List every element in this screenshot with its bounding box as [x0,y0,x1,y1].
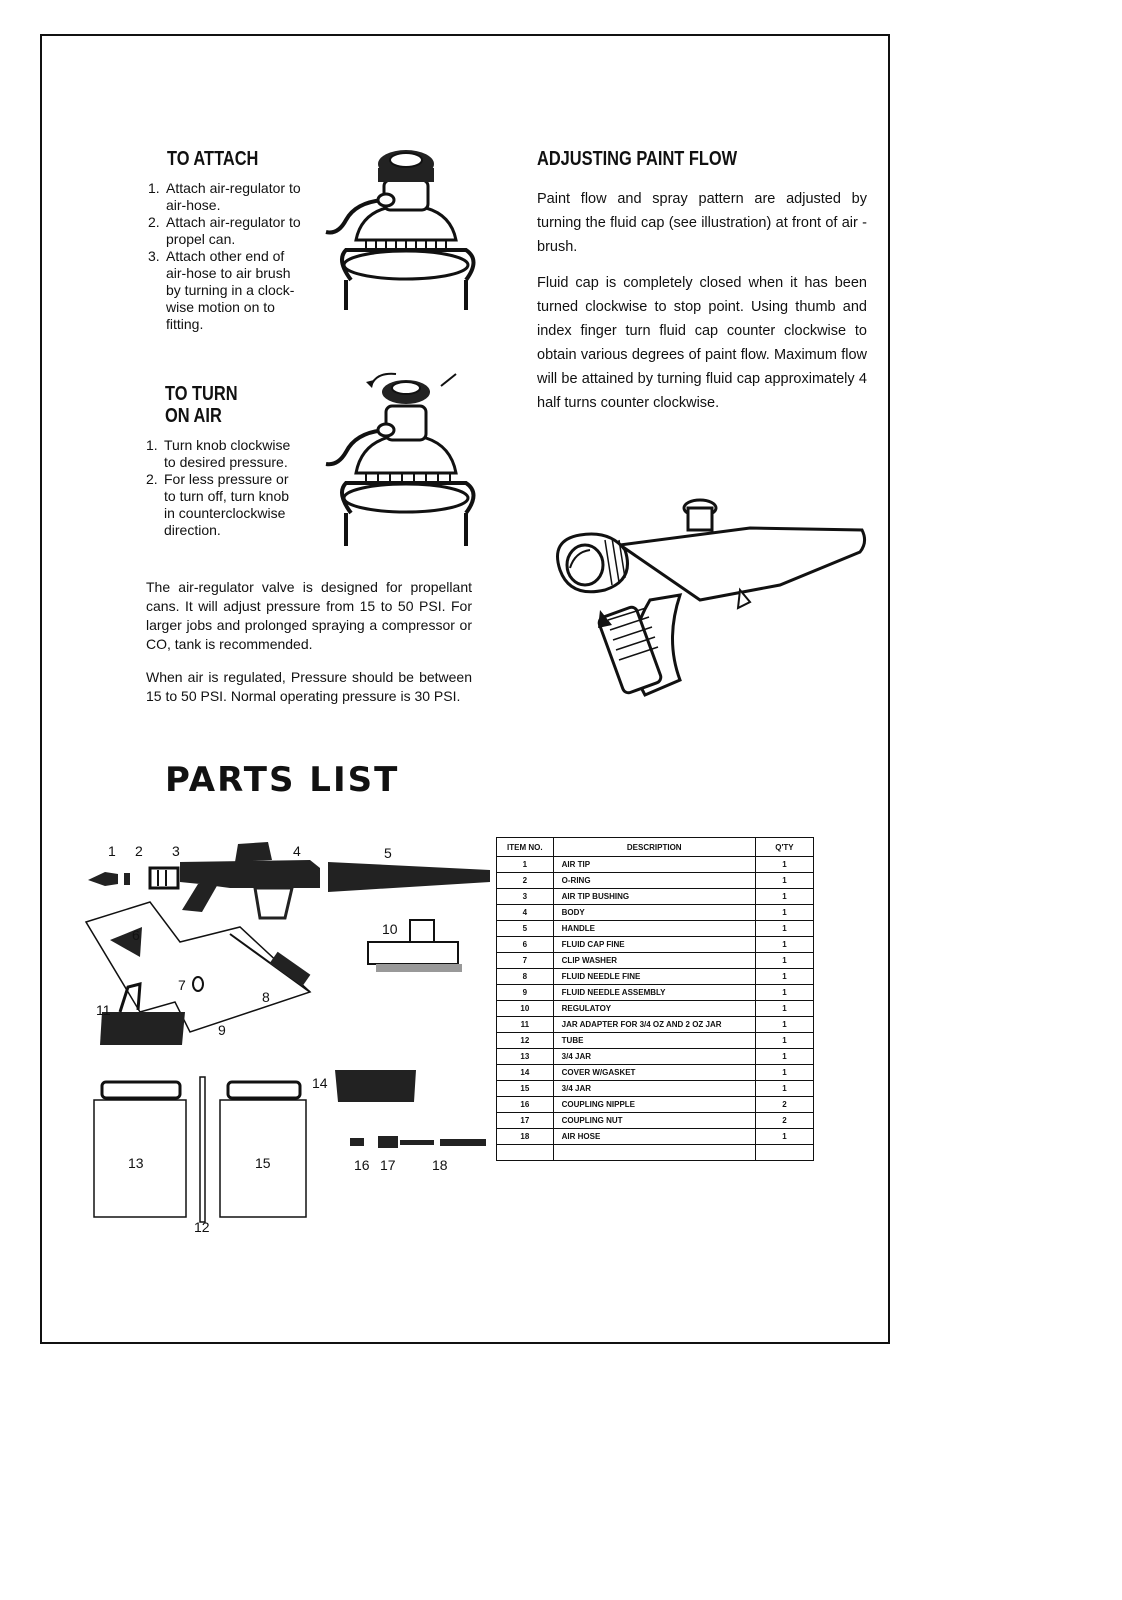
qty-cell: 1 [755,921,813,937]
diagram-label-7: 7 [178,977,186,993]
table-row [497,905,814,921]
table-row [497,1065,814,1081]
item-no-cell: 8 [497,969,554,985]
parts-table-header [497,838,814,857]
qty-cell: 1 [755,1001,813,1017]
table-row [497,1129,814,1145]
header-qty: Q'TY [755,838,813,857]
diagram-label-1: 1 [108,843,116,859]
description-cell: HANDLE [553,921,755,937]
diagram-label-9: 9 [218,1022,226,1038]
table-row [497,937,814,953]
step-text: For less pressure or to turn off, turn knob in counterclockwise direction. [164,471,290,538]
item-no-cell: 14 [497,1065,554,1081]
turn-on-heading-line2: ON AIR [165,405,222,427]
table-row [497,953,814,969]
step-number: 1. [146,437,158,453]
part-air-tip [88,872,118,886]
parts-exploded-diagram [80,832,500,1242]
description-cell: REGULATOY [553,1001,755,1017]
item-no-cell: 6 [497,937,554,953]
item-no-cell: 7 [497,953,554,969]
step-item [146,471,301,539]
description-cell: JAR ADAPTER FOR 3/4 OZ AND 2 OZ JAR [553,1017,755,1033]
step-item [148,180,303,214]
qty-cell: 1 [755,1017,813,1033]
table-row [497,1097,814,1113]
qty-cell: 1 [755,1081,813,1097]
qty-cell: 1 [755,1065,813,1081]
turn-on-section [165,383,285,427]
part-fluid-needle [230,934,310,992]
diagram-label-10: 10 [382,921,398,937]
diagram-label-5: 5 [384,845,392,861]
diagram-label-8: 8 [262,989,270,1005]
diagram-label-13: 13 [128,1155,144,1171]
item-no-cell: 12 [497,1033,554,1049]
parts-table-body [497,857,814,1161]
description-cell: AIR TIP BUSHING [553,889,755,905]
step-number: 2. [148,214,160,230]
diagram-label-17: 17 [380,1157,396,1173]
description-cell: FLUID NEEDLE FINE [553,969,755,985]
item-no-cell: 18 [497,1129,554,1145]
step-text: Attach other end of air-hose to air brush by turning in a clock-wise motion on to fitting. [166,248,295,332]
step-text: Turn knob clockwise to desired pressure. [164,437,291,470]
qty-cell: 1 [755,889,813,905]
table-row [497,1001,814,1017]
description-cell: BODY [553,905,755,921]
table-row [497,1081,814,1097]
table-row [497,1033,814,1049]
step-text: Attach air-regulator to propel can. [166,214,301,247]
turn-on-heading-line1: TO TURN [165,383,238,405]
qty-cell: 1 [755,1129,813,1145]
item-no-cell: 1 [497,857,554,873]
item-no-cell: 2 [497,873,554,889]
diagram-label-6: 6 [132,927,140,943]
part-jar-15 [220,1082,306,1217]
part-tube [200,1077,205,1222]
diagram-label-15: 15 [255,1155,271,1171]
qty-cell: 1 [755,873,813,889]
table-row [497,1113,814,1129]
part-air-tip-bushing [150,868,178,888]
paint-flow-paragraph-2: Fluid cap is completely closed when it has been turned clockwise to stop point. Using thumb and index finger turn fluid cap counter clockwise to obtain various degrees of paint flow. Maximum flow will be attained by turning fluid cap approximately 4 half turns counter clockwise. [537,275,867,411]
step-text: Attach air-regulator to air-hose. [166,180,301,213]
item-no-cell: 4 [497,905,554,921]
description-cell: AIR TIP [553,857,755,873]
description-cell: 3/4 JAR [553,1049,755,1065]
part-jar-adapter [100,984,185,1045]
table-row [497,873,814,889]
step-number: 3. [148,248,160,264]
item-no-cell: 16 [497,1097,554,1113]
part-o-ring [124,873,130,885]
empty-cell [553,1145,755,1161]
part-handle [328,862,490,892]
qty-cell: 1 [755,857,813,873]
table-row [497,985,814,1001]
table-row [497,921,814,937]
step-item [148,248,303,333]
description-cell: 3/4 JAR [553,1081,755,1097]
description-cell: COUPLING NIPPLE [553,1097,755,1113]
empty-cell [755,1145,813,1161]
diagram-label-2: 2 [135,843,143,859]
description-cell: O-RING [553,873,755,889]
diagram-label-4: 4 [293,843,301,859]
parts-table [496,837,814,1161]
diagram-label-16: 16 [354,1157,370,1173]
regulator-note-2: When air is regulated, Pressure should be between 15 to 50 PSI. Normal operating pressure is 30 PSI. [146,669,472,704]
description-cell: AIR HOSE [553,1129,755,1145]
description-cell: FLUID NEEDLE ASSEMBLY [553,985,755,1001]
item-no-cell: 13 [497,1049,554,1065]
table-row [497,857,814,873]
item-no-cell: 11 [497,1017,554,1033]
diagram-label-12: 12 [194,1219,210,1235]
qty-cell: 1 [755,937,813,953]
parts-list-title: PARTS LIST [165,760,400,800]
turn-on-steps [146,437,301,539]
header-description: DESCRIPTION [553,838,755,857]
table-row [497,1017,814,1033]
empty-cell [497,1145,554,1161]
qty-cell: 2 [755,1113,813,1129]
step-number: 2. [146,471,158,487]
step-number: 1. [148,180,160,196]
qty-cell: 1 [755,969,813,985]
diagram-label-14: 14 [312,1075,328,1091]
description-cell: COVER W/GASKET [553,1065,755,1081]
table-row [497,889,814,905]
item-no-cell: 5 [497,921,554,937]
qty-cell: 2 [755,1097,813,1113]
part-couplings-hose [350,1136,486,1148]
item-no-cell: 3 [497,889,554,905]
paint-flow-paragraph-1: Paint flow and spray pattern are adjusted by turning the fluid cap (see illustration) at front of air - brush. [537,191,867,255]
attach-section [167,148,317,171]
header-item-no: ITEM NO. [497,838,554,857]
regulator-note-1: The air-regulator valve is designed for propellant cans. It will adjust pressure from 15 to 50 PSI. For larger jobs and prolonged spraying a compressor or CO, tank is recommended. [146,579,472,652]
regulator-notes [146,578,472,706]
airbrush-fluid-cap-illustration [550,490,870,715]
description-cell: FLUID CAP FINE [553,937,755,953]
paint-flow-section [537,148,867,427]
regulator-turn-illustration [316,368,496,553]
qty-cell: 1 [755,1033,813,1049]
table-row-empty [497,1145,814,1161]
part-jar-13 [94,1082,186,1217]
description-cell: COUPLING NUT [553,1113,755,1129]
diagram-label-11: 11 [96,1002,111,1018]
diagram-label-3: 3 [172,843,180,859]
table-row [497,969,814,985]
part-cover-gasket [335,1070,416,1102]
table-row [497,1049,814,1065]
item-no-cell: 9 [497,985,554,1001]
part-clip-washer [193,977,203,991]
attach-heading: TO ATTACH [167,148,259,170]
qty-cell: 1 [755,953,813,969]
paint-flow-heading: ADJUSTING PAINT FLOW [537,148,738,170]
step-item [148,214,303,248]
item-no-cell: 17 [497,1113,554,1129]
item-no-cell: 15 [497,1081,554,1097]
qty-cell: 1 [755,985,813,1001]
description-cell: TUBE [553,1033,755,1049]
description-cell: CLIP WASHER [553,953,755,969]
qty-cell: 1 [755,905,813,921]
step-item [146,437,301,471]
regulator-attach-illustration [316,140,496,320]
attach-steps [148,180,303,333]
item-no-cell: 10 [497,1001,554,1017]
qty-cell: 1 [755,1049,813,1065]
diagram-label-18: 18 [432,1157,448,1173]
